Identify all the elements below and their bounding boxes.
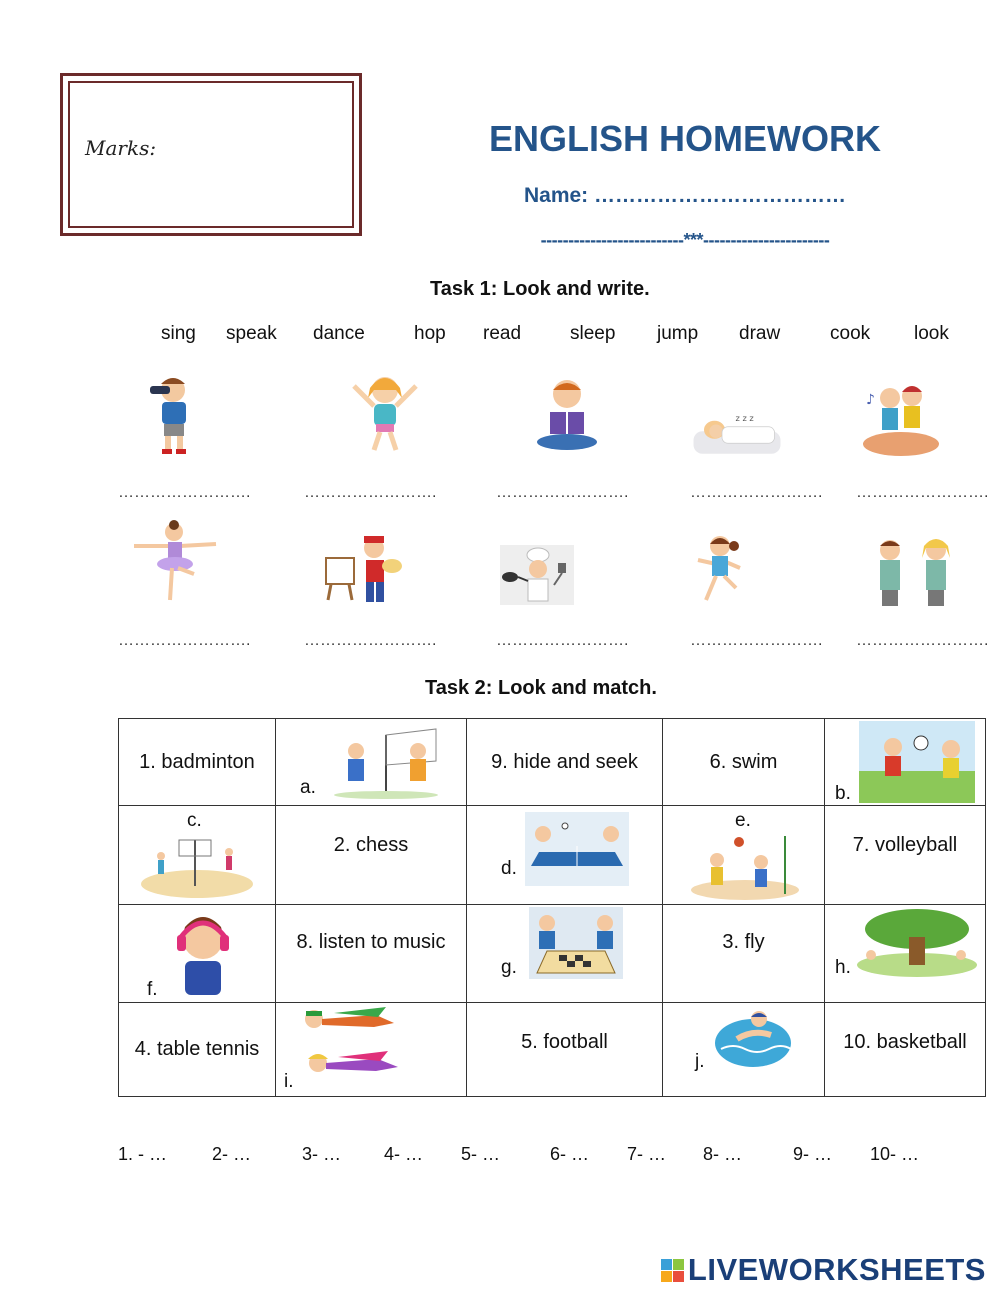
logo-mark-icon: [661, 1259, 684, 1282]
word-hop: hop: [414, 323, 446, 344]
girl-sleeping-icon: [692, 390, 782, 480]
picture-cell: [276, 719, 467, 806]
marks-label: Marks:: [85, 136, 157, 160]
answer-slot[interactable]: 4- …: [384, 1144, 424, 1164]
kids-singing-icon: [856, 374, 946, 464]
picture-letter: i.: [284, 1071, 294, 1092]
answer-blank[interactable]: …………………….: [856, 484, 989, 501]
table-cell: 3. fly: [663, 905, 825, 1003]
picture-letter: h.: [835, 957, 851, 978]
logo-square: [661, 1259, 672, 1270]
picture-cell: [276, 1003, 467, 1097]
answer-slot[interactable]: 1. - …: [118, 1144, 168, 1164]
task1-title: Task 1: Look and write.: [430, 278, 650, 300]
picture-letter: a.: [300, 777, 316, 798]
word-jump: jump: [657, 323, 699, 344]
picture-cell: [467, 806, 663, 905]
picture-letter: g.: [501, 957, 517, 978]
logo-square: [673, 1271, 684, 1282]
table-cell: 7. volleyball: [825, 806, 986, 905]
hide-and-seek-picture-icon: [857, 907, 977, 977]
word-speak: speak: [226, 323, 277, 344]
answer-slot[interactable]: 5- …: [461, 1144, 501, 1164]
table-cell: 2. chess: [276, 806, 467, 905]
picture-letter: e.: [735, 810, 751, 831]
boy-painting-icon: [318, 530, 408, 620]
picture-letter: b.: [835, 783, 851, 804]
answer-blank[interactable]: …………………….: [304, 632, 437, 649]
flying-picture-icon: [294, 1005, 414, 1091]
answer-blank[interactable]: …………………….: [690, 632, 823, 649]
answer-slot[interactable]: 9- …: [793, 1144, 833, 1164]
table-cell: 5. football: [467, 1003, 663, 1097]
word-dance: dance: [313, 323, 365, 344]
football-picture-icon: [859, 721, 975, 803]
table-tennis-picture-icon: [525, 812, 629, 886]
word-draw: draw: [739, 323, 781, 344]
answer-blank[interactable]: …………………….: [690, 484, 823, 501]
header-divider: --------------------------***-----------------------: [540, 230, 830, 250]
logo-text: LIVEWORKSHEETS: [687, 1252, 986, 1287]
picture-cell: [825, 905, 986, 1003]
picture-letter: c.: [187, 810, 202, 831]
picture-letter: j.: [695, 1051, 705, 1072]
answer-blank[interactable]: …………………….: [856, 632, 989, 649]
answer-slot[interactable]: 8- …: [703, 1144, 743, 1164]
ballerina-icon: [130, 518, 220, 608]
word-look: look: [914, 323, 949, 344]
listening-music-picture-icon: [171, 907, 235, 997]
answer-slot[interactable]: 2- …: [212, 1144, 252, 1164]
picture-cell: [119, 905, 276, 1003]
word-sleep: sleep: [570, 323, 616, 344]
boy-binoculars-icon: [128, 370, 218, 460]
girl-jumping-icon: [340, 368, 430, 458]
svg-text:♪: ♪: [866, 392, 875, 408]
table-cell: 10. basketball: [825, 1003, 986, 1097]
svg-text:z z z: z z z: [735, 412, 754, 423]
badminton-picture-icon: [332, 721, 440, 799]
word-cook: cook: [830, 323, 871, 344]
picture-cell: [663, 1003, 825, 1097]
picture-cell: [825, 719, 986, 806]
match-table: [118, 718, 986, 1097]
marks-box: [60, 73, 362, 236]
page-title: ENGLISH HOMEWORK: [489, 118, 881, 159]
kids-talking-icon: [870, 530, 960, 620]
logo-square: [661, 1271, 672, 1282]
answer-slot[interactable]: 6- …: [550, 1144, 590, 1164]
answer-slot[interactable]: 7- …: [627, 1144, 667, 1164]
word-sing: sing: [161, 323, 196, 344]
picture-letter: d.: [501, 858, 517, 879]
answer-blank[interactable]: …………………….: [118, 484, 251, 501]
table-cell: 6. swim: [663, 719, 825, 806]
answer-slot[interactable]: 3- …: [302, 1144, 342, 1164]
table-cell: 1. badminton: [119, 719, 276, 806]
basketball-picture-icon: [689, 832, 801, 902]
chess-picture-icon: [529, 907, 623, 979]
picture-letter: f.: [147, 979, 158, 1000]
name-field[interactable]: Name: ………………………………: [523, 184, 847, 207]
logo-square: [673, 1259, 684, 1270]
table-cell: 9. hide and seek: [467, 719, 663, 806]
answer-blank[interactable]: …………………….: [118, 632, 251, 649]
chef-cooking-icon: [500, 545, 574, 605]
table-cell: 8. listen to music: [276, 905, 467, 1003]
volleyball-picture-icon: [139, 834, 255, 900]
answer-blank[interactable]: …………………….: [304, 484, 437, 501]
girl-hopping-icon: [690, 530, 780, 620]
picture-cell: [119, 806, 276, 905]
task2-title: Task 2: Look and match.: [425, 677, 657, 699]
word-read: read: [483, 323, 522, 344]
liveworksheets-logo: [661, 1252, 986, 1288]
picture-cell: [467, 905, 663, 1003]
swimming-picture-icon: [713, 1005, 793, 1071]
table-cell: 4. table tennis: [119, 1003, 276, 1097]
answer-blank[interactable]: …………………….: [496, 632, 629, 649]
picture-cell: [663, 806, 825, 905]
boy-reading-icon: [522, 372, 612, 462]
answer-blank[interactable]: …………………….: [496, 484, 629, 501]
answer-slot[interactable]: 10- …: [870, 1144, 920, 1164]
